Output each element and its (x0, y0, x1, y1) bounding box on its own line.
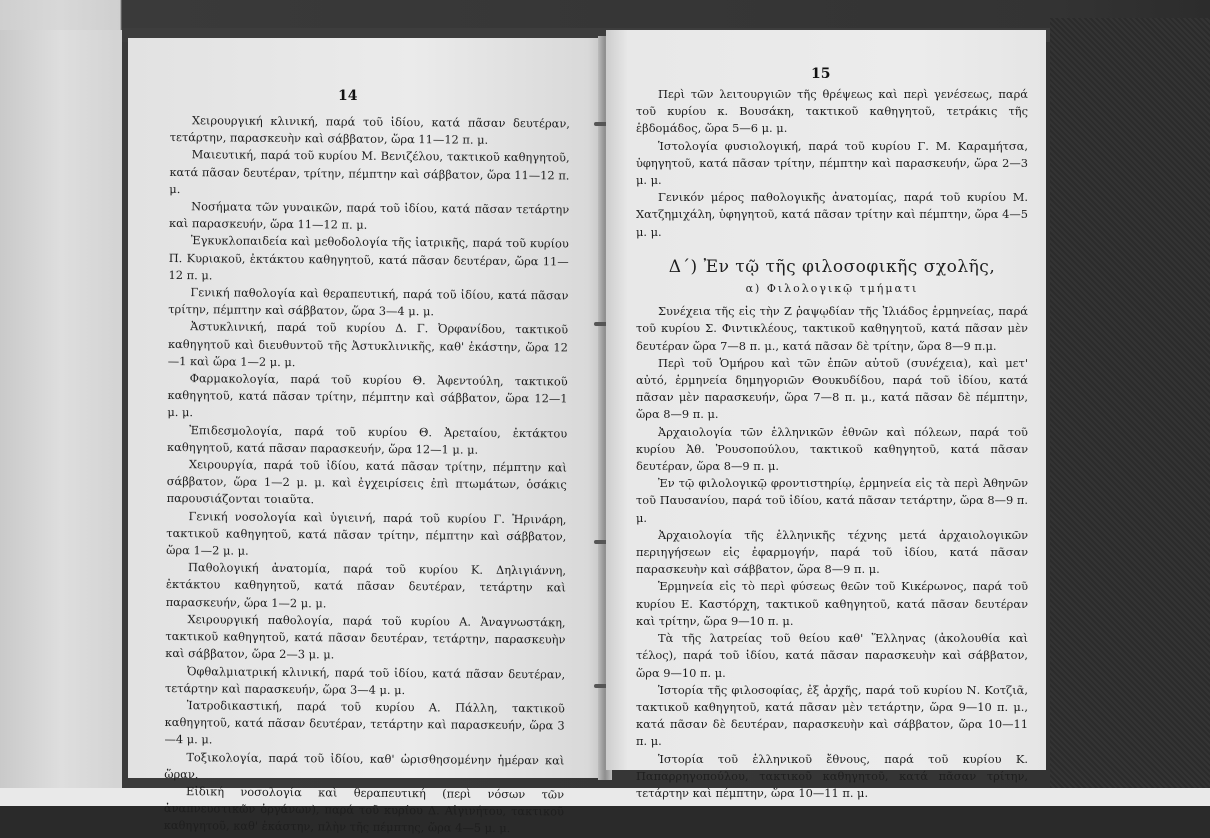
left-page (128, 38, 602, 836)
paragraph: Ἱστορία τῆς φιλοσοφίας, ἐξ ἀρχῆς, παρά τοῦ κυρίου Ν. Κοτζιᾶ, τακτικοῦ καθηγητοῦ, κατά πᾶσαν μὲν τετάρτην, ὥρα 9—10 π. μ., κατά πᾶσαν δὲ δευτέραν, παρασκευὴν καὶ σάββατον, ὥρα 10—11 π. μ. (636, 682, 1028, 749)
subsection-heading: α) Φιλολογικῷ τμήματι (745, 282, 919, 296)
paragraph: Ἱστολογία φυσιολογική, παρά τοῦ κυρίου Γ. Μ. Καραμήτσα, ὑφηγητοῦ, κατά πᾶσαν τρίτην, πέμπτην καὶ παρασκευήν, ὥρα 2—3 μ. μ. (636, 138, 1028, 188)
paragraph: Παθολογική ἀνατομία, παρά τοῦ κυρίου Κ. Δηλιγιάννη, ἐκτάκτου καθηγητοῦ, κατά πᾶσαν δευτέραν, τετάρτην καὶ παρασκευήν, ὥρα 1—2 μ. μ. (165, 560, 567, 611)
page-number: 15 (811, 66, 831, 82)
paragraph: Νοσήματα τῶν γυναικῶν, παρά τοῦ ἰδίου, κατά πᾶσαν τετάρτην καὶ παρασκευήν, ὥρα 11—12 π. μ. (168, 199, 570, 232)
paragraph: Γενικόν μέρος παθολογικῆς ἀνατομίας, παρά τοῦ κυρίου Μ. Χατζημιχάλη, ὑφηγητοῦ, κατά πᾶσαν τρίτην καὶ πέμπτην, ὥρα 4—5 μ. μ. (636, 190, 1028, 239)
right-page-text (636, 86, 1028, 802)
paragraph: Χειρουργική κλινική, παρά τοῦ ἰδίου, κατά πᾶσαν δευτέραν, τετάρτην, παρασκευὴν καὶ σάββατον, ὥρα 11—12 π. μ. (169, 113, 570, 147)
book-cover-right (1050, 18, 1210, 788)
paragraph: Ἀρχαιολογία τῶν ἑλληνικῶν ἐθνῶν καὶ πόλεων, παρά τοῦ κυρίου Ἀθ. Ῥουσοπούλου, τακτικοῦ καθηγητοῦ, κατά πᾶσαν δευτέραν, ὥρα 8—9 π. μ. (636, 424, 1028, 474)
paragraph: Περὶ τῶν λειτουργιῶν τῆς θρέψεως καὶ περὶ γενέσεως, παρά τοῦ κυρίου κ. Βουσάκη, τακτικοῦ καθηγητοῦ, τετράκις τῆς ἑβδομάδος, ὥρα 5—6 μ. μ. (636, 87, 1028, 136)
paragraph: Τὰ τῆς λατρείας τοῦ θείου καθ' Ἕλληνας (ἀκολουθία καὶ τέλος), παρά τοῦ ἰδίου, κατά πᾶσαν παρασκευὴν καὶ σάββατον, ὥρα 9—10 π. μ. (636, 631, 1028, 680)
paragraph: Εἰδική νοσολογία καὶ θεραπευτική (περὶ νόσων τῶν ἀναπνευστικῶν ὀργάνων), παρά τοῦ κυρίου Δ. Αἰγινήτου, τακτικοῦ καθηγητοῦ, καθ' ἑκάστην, πλὴν τῆς πέμπτης, ὥρα 4—5 μ. μ. (163, 784, 565, 836)
paragraph: Ἐν τῷ φιλολογικῷ φροντιστηρίῳ, ἑρμηνεία εἰς τὰ περὶ Ἀθηνῶν τοῦ Παυσανίου, παρά τοῦ ἰδίου, κατά πᾶσαν τετάρτην, ὥρα 8—9 π. μ. (636, 476, 1028, 525)
paragraph: Ἑρμηνεία εἰς τὸ περὶ φύσεως θεῶν τοῦ Κικέρωνος, παρά τοῦ κυρίου Ε. Καστόρχη, τακτικοῦ καθηγητοῦ, κατά πᾶσαν δευτέραν καὶ τρίτην, ὥρα 9—10 π. μ. (636, 579, 1028, 628)
left-page-text (164, 112, 570, 838)
paragraph: Χειρουργία, παρά τοῦ ἰδίου, κατά πᾶσαν τρίτην, πέμπτην καὶ σάββατον, ὥρα 1—2 μ. μ. καὶ ἐγχειρίσεις ἐπὶ πτωμάτων, ὁσάκις παρουσιάζονται τοιαῦτα. (166, 457, 567, 507)
paragraph: Ἰατροδικαστική, παρά τοῦ κυρίου Α. Πάλλη, τακτικοῦ καθηγητοῦ, κατά πᾶσαν δευτέραν, τετάρτην καὶ παρασκευήν, ὥρα 3—4 μ. μ. (164, 698, 565, 747)
paragraph: Ἱστορία τοῦ ἑλληνικοῦ ἔθνους, παρά τοῦ κυρίου Κ. Παπαρρηγοπούλου, τακτικοῦ καθηγητοῦ, κατά πᾶσαν τρίτην, τετάρτην καὶ πέμπτην, ὥρα 10—11 π. μ. (636, 751, 1028, 800)
paragraph: Συνέχεια τῆς εἰς τὴν Ζ ῥαψῳδίαν τῆς Ἰλιάδος ἑρμηνείας, παρά τοῦ κυρίου Σ. Φιντικλέους, τακτικοῦ καθηγητοῦ, κατά πᾶσαν μὲν δευτέραν ὥρα 7—8 π. μ., κατά πᾶσαν δὲ τρίτην, ὥρα 8—9 π.μ. (636, 304, 1028, 353)
paragraph: Τοξικολογία, παρά τοῦ ἰδίου, καθ' ὡρισθησομένην ἡμέραν καὶ ὥραν. (164, 749, 565, 781)
paragraph: Ἐπιδεσμολογία, παρά τοῦ κυρίου Θ. Ἀρεταίου, ἐκτάκτου καθηγητοῦ, κατά πᾶσαν παρασκευήν, ὥρα 12—1 μ. μ. (167, 422, 568, 457)
paragraph: Ἀστυκλινική, παρά τοῦ κυρίου Δ. Γ. Ὀρφανίδου, τακτικοῦ καθηγητοῦ καὶ διευθυντοῦ τῆς Ἀστυκλινικῆς, καθ' ἑκάστην, ὥρα 12—1 καὶ ὥρα 1—2 μ. μ. (167, 319, 569, 369)
paragraph: Γενική παθολογία καὶ θεραπευτική, παρά τοῦ ἰδίου, κατά πᾶσαν τρίτην, πέμπτην καὶ σάββατον, ὥρα 3—4 μ. μ. (168, 285, 569, 319)
paragraph: Ἀρχαιολογία τῆς ἑλληνικῆς τέχνης μετά ἀρχαιολογικῶν περιηγήσεων εἰς ἐφαρμογήν, παρά τοῦ ἰδίου, κατά πᾶσαν παρασκευὴν καὶ σάββατον, ὥρα 8—9 π. μ. (636, 527, 1028, 577)
paragraph: Χειρουργική παθολογία, παρά τοῦ κυρίου Α. Ἀναγνωστάκη, τακτικοῦ καθηγητοῦ, κατά πᾶσαν δευτέραν, τετάρτην, παρασκευὴν καὶ σάββατον, ὥρα 2—3 μ. μ. (165, 612, 566, 662)
paragraph: Μαιευτική, παρά τοῦ κυρίου Μ. Βενιζέλου, τακτικοῦ καθηγητοῦ, κατά πᾶσαν δευτέραν, τρίτην, πέμπτην καὶ σάββατον, ὥρα 11—12 π. μ. (169, 147, 570, 196)
right-page (606, 30, 1046, 800)
facing-blank-sheet (0, 30, 122, 806)
paragraph: Περὶ τοῦ Ὁμήρου καὶ τῶν ἐπῶν αὐτοῦ (συνέχεια), καὶ μετ' αὐτό, ἑρμηνεία δημηγοριῶν Θουκυδίδου, παρά τοῦ ἰδίου, κατά πᾶσαν μὲν παρασκευήν, ὥρα 7—8 π. μ., κατά πᾶσαν δὲ πέμπτην, ὥρα 8—9 π. μ. (636, 355, 1028, 422)
paragraph: Ἐγκυκλοπαιδεία καὶ μεθοδολογία τῆς ἰατρικῆς, παρά τοῦ κυρίου Π. Κυριακοῦ, ἐκτάκτου καθηγητοῦ, κατά πᾶσαν δευτέραν, ὥρα 11—12 π. μ. (168, 233, 569, 283)
paragraph: Φαρμακολογία, παρά τοῦ κυρίου Θ. Ἀφεντούλη, τακτικοῦ καθηγητοῦ, κατά πᾶσαν τρίτην, πέμπτην καὶ σάββατον, ὥρα 12—1 μ. μ. (167, 371, 568, 420)
page-number: 14 (338, 88, 358, 104)
section-heading: Δ΄) Ἐν τῷ τῆς φιλοσοφικῆς σχολῆς, (668, 256, 996, 277)
paragraph: Ὀφθαλμιατρική κλινική, παρά τοῦ ἰδίου, κατά πᾶσαν δευτέραν, τετάρτην καὶ παρασκευήν, ὥρα 3—4 μ. μ. (164, 663, 566, 697)
paragraph: Γενική νοσολογία καὶ ὑγιεινή, παρά τοῦ κυρίου Γ. Ἠρινάρη, τακτικοῦ καθηγητοῦ, κατά πᾶσαν τρίτην, πέμπτην καὶ σάββατον, ὥρα 1—2 μ. μ. (166, 508, 567, 558)
